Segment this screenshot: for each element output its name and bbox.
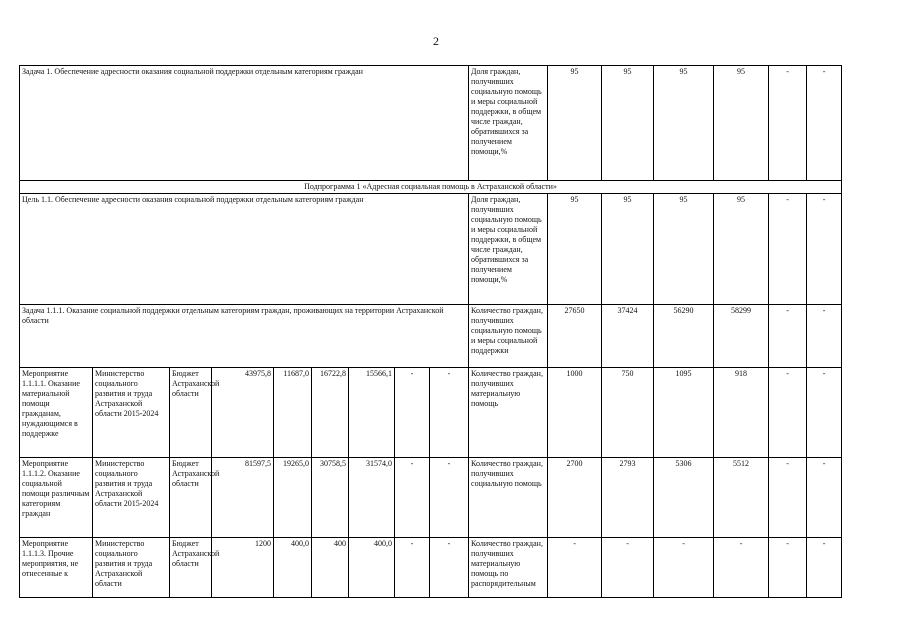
funding-source: Бюджет Астраханской области [170, 538, 212, 598]
finance-value: 31574,0 [349, 458, 395, 538]
indicator-value: - [602, 538, 654, 598]
indicator-value: 1095 [654, 368, 714, 458]
indicator-value: 95 [602, 194, 654, 305]
indicator-value: 2793 [602, 458, 654, 538]
indicator-value: - [769, 368, 807, 458]
finance-value: - [395, 538, 430, 598]
indicator-value: - [807, 458, 842, 538]
indicator-value: 2700 [548, 458, 602, 538]
table-row [20, 538, 842, 598]
indicator-value: 27650 [548, 305, 602, 368]
indicator-value: - [807, 305, 842, 368]
table-row [20, 305, 842, 368]
indicator-value: 5512 [714, 458, 769, 538]
indicator-value: - [548, 538, 602, 598]
indicator-value: - [807, 194, 842, 305]
indicator-value: - [807, 66, 842, 181]
indicator-value: 1000 [548, 368, 602, 458]
indicator-value: 58299 [714, 305, 769, 368]
measure-name: Мероприятие 1.1.1.2. Оказание социальной помощи различным категориям граждан [20, 458, 93, 538]
measure-executor: Министерство социального развития и труда Астраханской области 2015-2024 [93, 368, 170, 458]
indicator-value: 918 [714, 368, 769, 458]
indicator-value: - [769, 538, 807, 598]
subprogram-title: Подпрограмма 1 «Адресная социальная помощь в Астраханской области» [20, 181, 842, 194]
indicator-name: Количество граждан, получивших социальную помощь [469, 458, 548, 538]
indicator-value: 95 [714, 194, 769, 305]
finance-value: 400 [312, 538, 349, 598]
program-table [19, 65, 842, 598]
table-row [20, 181, 842, 194]
finance-value: 81597,5 [212, 458, 274, 538]
finance-value: - [430, 538, 469, 598]
finance-value: - [395, 458, 430, 538]
goal-title: Задача 1. Обеспечение адресности оказания социальной поддержки отдельным категориям граждан [20, 66, 469, 181]
indicator-value: 95 [548, 194, 602, 305]
indicator-value: - [654, 538, 714, 598]
indicator-value: 95 [654, 194, 714, 305]
measure-executor: Министерство социального развития и труда Астраханской области 2015-2024 [93, 458, 170, 538]
indicator-value: - [769, 305, 807, 368]
finance-value: 11687,0 [274, 368, 312, 458]
indicator-value: 95 [548, 66, 602, 181]
indicator-value: - [807, 368, 842, 458]
indicator-value: - [769, 458, 807, 538]
funding-source: Бюджет Астраханской области [170, 368, 212, 458]
indicator-name: Количество граждан, получивших материальную помощь [469, 368, 548, 458]
indicator-value: 5306 [654, 458, 714, 538]
finance-value: 30758,5 [312, 458, 349, 538]
indicator-value: - [769, 66, 807, 181]
finance-value: 400,0 [274, 538, 312, 598]
finance-value: 19265,0 [274, 458, 312, 538]
indicator-value: 750 [602, 368, 654, 458]
measure-executor: Министерство социального развития и труда Астраханской области [93, 538, 170, 598]
indicator-name: Количество граждан, получивших социальную помощь и меры социальной поддержки [469, 305, 548, 368]
finance-value: 43975,8 [212, 368, 274, 458]
finance-value: 16722,8 [312, 368, 349, 458]
indicator-value: 37424 [602, 305, 654, 368]
indicator-name: Доля граждан, получивших социальную помощь и меры социальной поддержки, в общем числе граждан, обратившихся за получением помощи,% [469, 66, 548, 181]
indicator-value: 95 [714, 66, 769, 181]
finance-value: 400,0 [349, 538, 395, 598]
measure-name: Мероприятие 1.1.1.3. Прочие мероприятия, не отнесенные к [20, 538, 93, 598]
finance-value: 15566,1 [349, 368, 395, 458]
measure-name: Мероприятие 1.1.1.1. Оказание материальной помощи гражданам, нуждающимся в поддержке [20, 368, 93, 458]
indicator-name: Доля граждан, получивших социальную помощь и меры социальной поддержки, в общем числе граждан, обратившихся за получением помощи,% [469, 194, 548, 305]
table-row [20, 194, 842, 305]
indicator-value: 95 [602, 66, 654, 181]
indicator-value: - [714, 538, 769, 598]
finance-value: - [395, 368, 430, 458]
finance-value: 1200 [212, 538, 274, 598]
goal-title: Задача 1.1.1. Оказание социальной поддержки отдельным категориям граждан, проживающих на территории Астраханской области [20, 305, 469, 368]
indicator-value: 56290 [654, 305, 714, 368]
finance-value: - [430, 458, 469, 538]
indicator-value: 95 [654, 66, 714, 181]
goal-title: Цель 1.1. Обеспечение адресности оказания социальной поддержки отдельным категориям граждан [20, 194, 469, 305]
funding-source: Бюджет Астраханской области [170, 458, 212, 538]
indicator-name: Количество граждан, получивших материальную помощь по распорядительным [469, 538, 548, 598]
indicator-value: - [807, 538, 842, 598]
page-number: 2 [433, 34, 439, 48]
table-row [20, 458, 842, 538]
indicator-value: - [769, 194, 807, 305]
finance-value: - [430, 368, 469, 458]
table-row [20, 368, 842, 458]
table-row [20, 66, 842, 181]
